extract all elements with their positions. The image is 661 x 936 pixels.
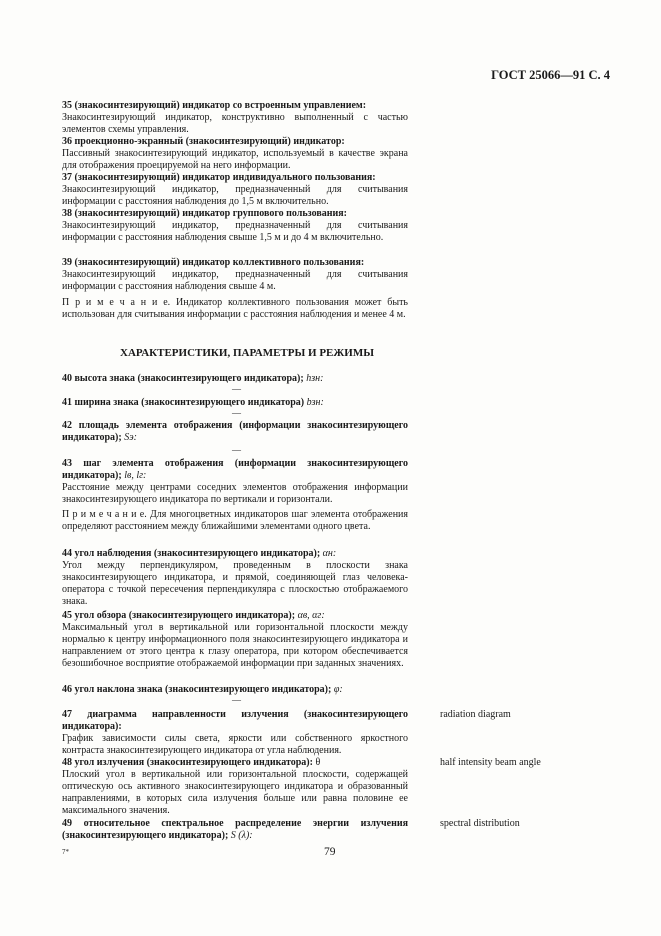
term-38 (62, 208, 408, 244)
english-equivalent: radiation diagram (440, 709, 511, 720)
term-symbol: bзн: (306, 397, 324, 408)
term-title: 45 угол обзора (знакосинтезирующего индикатора); (62, 610, 296, 621)
page-header: ГОСТ 25066—91 С. 4 (491, 68, 610, 82)
term-definition: Максимальный угол в вертикальной или горизонтальной плоскости между нормалью к центру информационного поля знакосинтезирующего индикатора и направлением от этого центра к глазу оператора, при котором обеспечивается безошибочное восприятие отображаемой информации при заданных значениях. (62, 621, 408, 669)
term-35 (62, 100, 408, 136)
term-39 (62, 257, 408, 293)
term-definition: График зависимости силы света, яркости или собственного яркостного контраста знакосинтезирующего индикатора от угла наблюдения. (62, 732, 408, 756)
term-symbol: θ (315, 757, 321, 768)
term-title: 38 (знакосинтезирующий) индикатор группового пользования: (62, 208, 348, 219)
term-48 (62, 757, 408, 817)
term-definition: Знакосинтезирующий индикатор, предназначенный для считывания информации с расстояния наблюдения до 1,5 м включительно. (62, 183, 408, 207)
term-definition: Пассивный знакосинтезирующий индикатор, используемый в качестве экрана для отображения проецируемой на него информации. (62, 147, 408, 171)
term-title: 35 (знакосинтезирующий) индикатор со встроенным управлением: (62, 100, 367, 111)
term-title: 46 угол наклона знака (знакосинтезирующего индикатора); (62, 684, 332, 695)
term-title: 43 шаг элемента отображения (информации знакосинтезирующего индикатора); (62, 458, 408, 481)
term-symbol: αн: (322, 548, 337, 559)
dash-divider: — (232, 384, 241, 394)
section-title: ХАРАКТЕРИСТИКИ, ПАРАМЕТРЫ И РЕЖИМЫ (120, 347, 374, 359)
term-definition: Плоский угол в вертикальной или горизонтальной плоскости, содержащей оптическую ось активного знакосинтезирующего индикатора и образованный направлениями, в которых сила излучения больше или равна половине ее максимального значения. (62, 768, 408, 816)
term-symbol: Sэ: (124, 431, 137, 443)
term-36 (62, 136, 408, 172)
term-title: 39 (знакосинтезирующий) индикатор коллективного пользования: (62, 257, 365, 268)
footer-mark: 7* (62, 848, 69, 856)
term-definition: Знакосинтезирующий индикатор, предназначенный для считывания информации с расстояния наблюдения свыше 1,5 м и до 4 м включительно. (62, 219, 408, 243)
dash-divider: — (232, 445, 241, 455)
term-title: 44 угол наблюдения (знакосинтезирующего индикатора); (62, 548, 321, 559)
term-title: 47 диаграмма направленности излучения (знакосинтезирующего индикатора): (62, 709, 408, 732)
term-symbol: hзн: (306, 373, 324, 384)
term-title: 36 проекционно-экранный (знакосинтезирующий) индикатор: (62, 136, 345, 147)
term-symbol: S (λ): (230, 829, 253, 841)
term-title: 48 угол излучения (знакосинтезирующего индикатора): (62, 757, 313, 768)
term-definition: Угол между перпендикуляром, проведенным в плоскости знака знакосинтезирующего индикатора, и прямой, соединяющей глаз человека-оператора с точкой пересечения перпендикуляра с плоскостью отображаемого знака. (62, 559, 408, 607)
term-43 (62, 458, 408, 506)
dash-divider: — (232, 408, 241, 418)
english-equivalent: spectral distribution (440, 818, 520, 829)
term-44 (62, 548, 408, 608)
term-45 (62, 610, 408, 670)
term-symbol: lв, lг: (124, 469, 147, 481)
page-number: 79 (324, 846, 336, 858)
term-symbol: φ: (333, 684, 343, 695)
term-37 (62, 172, 408, 208)
term-title: 37 (знакосинтезирующий) индикатор индивидуального пользования: (62, 172, 376, 183)
term-title: 42 площадь элемента отображения (информации знакосинтезирующего индикатора); (62, 420, 408, 443)
term-definition: Знакосинтезирующий индикатор, предназначенный для считывания информации с расстояния наблюдения свыше 4 м. (62, 268, 408, 292)
term-definition: Знакосинтезирующий индикатор, конструктивно выполненный с частью элементов схемы управления. (62, 111, 408, 135)
term-title: 49 относительное спектральное распределение энергии излучения (знакосинтезирующего индикатора); (62, 818, 408, 841)
note: П р и м е ч а н и е. Для многоцветных индикаторов шаг элемента отображения определяют расстоянием между ближайшими элементами одного цвета. (62, 509, 408, 532)
dash-divider: — (232, 695, 241, 705)
term-49 (62, 818, 408, 842)
term-title: 41 ширина знака (знакосинтезирующего индикатора) (62, 397, 305, 408)
term-definition: Расстояние между центрами соседних элементов отображения информации знакосинтезирующего индикатора по вертикали и горизонтали. (62, 481, 408, 505)
english-equivalent: half intensity beam angle (440, 757, 541, 768)
note: П р и м е ч а н и е. Индикатор коллективного пользования может быть использован для считывания информации с расстояния наблюдения и менее 4 м. (62, 297, 408, 320)
term-symbol: αв, αг: (297, 610, 325, 621)
term-title: 40 высота знака (знакосинтезирующего индикатора); (62, 373, 304, 384)
term-42 (62, 420, 408, 444)
term-47 (62, 709, 408, 757)
